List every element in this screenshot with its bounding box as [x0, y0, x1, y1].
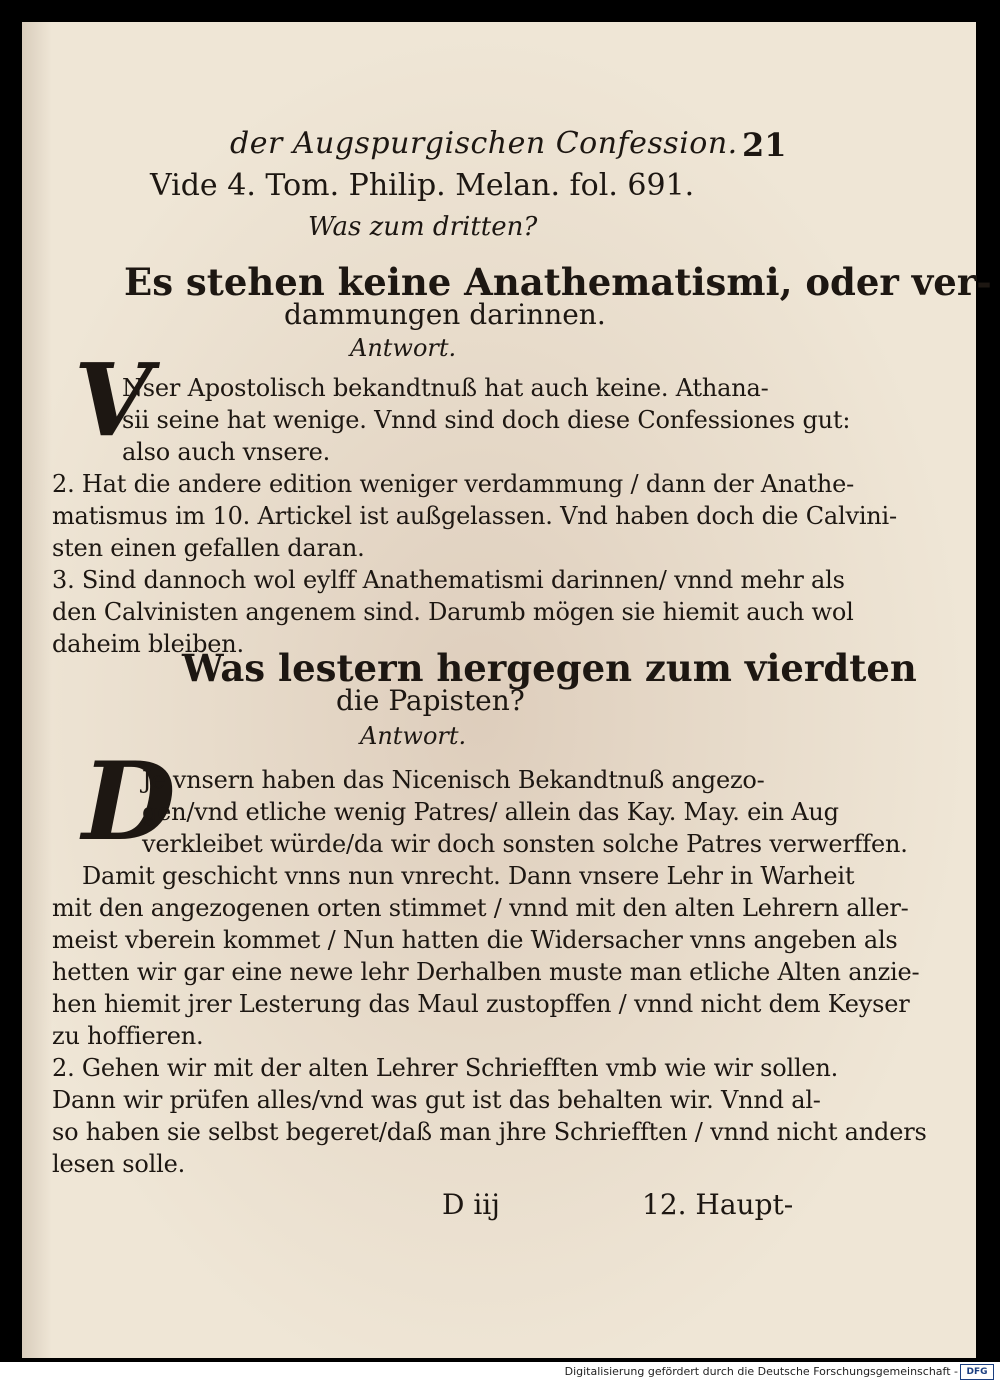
text-line: zu hoffieren.: [52, 1022, 204, 1050]
text-line: also auch vnsere.: [122, 438, 331, 466]
text-line: sii seine hat wenige. Vnnd sind doch diese Confessiones gut:: [122, 406, 851, 434]
text-line: meist vberein kommet / Nun hatten die Widersacher vnns angeben als: [52, 926, 898, 954]
text-line: Damit geschicht vnns nun vnrecht. Dann vnsere Lehr in Warheit: [82, 862, 855, 890]
text-line: lesen solle.: [52, 1150, 186, 1178]
dropcap-1: V: [74, 341, 152, 459]
text-line: den Calvinisten angenem sind. Darumb mögen sie hiemit auch wol: [52, 598, 854, 626]
question-heading: Was zum dritten?: [308, 212, 538, 242]
reference-line: Vide 4. Tom. Philip. Melan. fol. 691.: [150, 168, 695, 203]
section-heading-1-cont: dammungen darinnen.: [284, 298, 606, 331]
text-line: so haben sie selbst begeret/daß man jhre Schriefften / vnnd nicht anders: [52, 1118, 927, 1146]
section-heading-2: Was lestern hergegen zum vierdten: [182, 646, 917, 690]
text-line: sten einen gefallen daran.: [52, 534, 365, 562]
catchword: 12. Haupt-: [642, 1188, 794, 1221]
text-line: mit den angezogenen orten stimmet / vnnd mit den alten Lehrern aller-: [52, 894, 909, 922]
dfg-logo-icon: DFG: [960, 1364, 994, 1380]
text-line: Nser Apostolisch bekandtnuß hat auch keine. Athana-: [122, 374, 769, 402]
text-line: hetten wir gar eine newe lehr Derhalben muste man etliche Alten anzie-: [52, 958, 920, 986]
footer-credit: Digitalisierung gefördert durch die Deutsche Forschungsgemeinschaft -: [564, 1365, 958, 1378]
dropcap-2: D: [82, 739, 176, 865]
text-line: gen/vnd etliche wenig Patres/ allein das Kay. May. ein Aug: [142, 798, 839, 826]
answer-label-1: Antwort.: [350, 334, 457, 362]
footer-bar: [0, 1362, 1000, 1381]
text-line: 2. Hat die andere edition weniger verdammung / dann der Anathe-: [52, 470, 855, 498]
section-heading-2-cont: die Papisten?: [336, 684, 525, 717]
text-line: Je vnsern haben das Nicenisch Bekandtnuß angezo-: [142, 766, 765, 794]
page-number: 21: [742, 126, 787, 164]
text-line: verkleibet würde/da wir doch sonsten solche Patres verwerffen.: [142, 830, 908, 858]
book-page: [22, 22, 992, 1358]
text-line: Dann wir prüfen alles/vnd was gut ist das behalten wir. Vnnd al-: [52, 1086, 821, 1114]
running-title: der Augspurgischen Confession.: [230, 126, 738, 161]
text-line: matismus im 10. Artickel ist außgelassen. Vnd haben doch die Calvini-: [52, 502, 897, 530]
text-line: 3. Sind dannoch wol eylff Anathematismi darinnen/ vnnd mehr als: [52, 566, 845, 594]
answer-label-2: Antwort.: [360, 722, 467, 750]
text-line: daheim bleiben.: [52, 630, 244, 658]
section-heading-1: Es stehen keine Anathematismi, oder ver-: [124, 260, 992, 304]
text-line: 2. Gehen wir mit der alten Lehrer Schriefften vmb wie wir sollen.: [52, 1054, 839, 1082]
text-line: hen hiemit jrer Lesterung das Maul zustopffen / vnnd nicht dem Keyser: [52, 990, 910, 1018]
signature-mark: D iij: [442, 1188, 500, 1221]
